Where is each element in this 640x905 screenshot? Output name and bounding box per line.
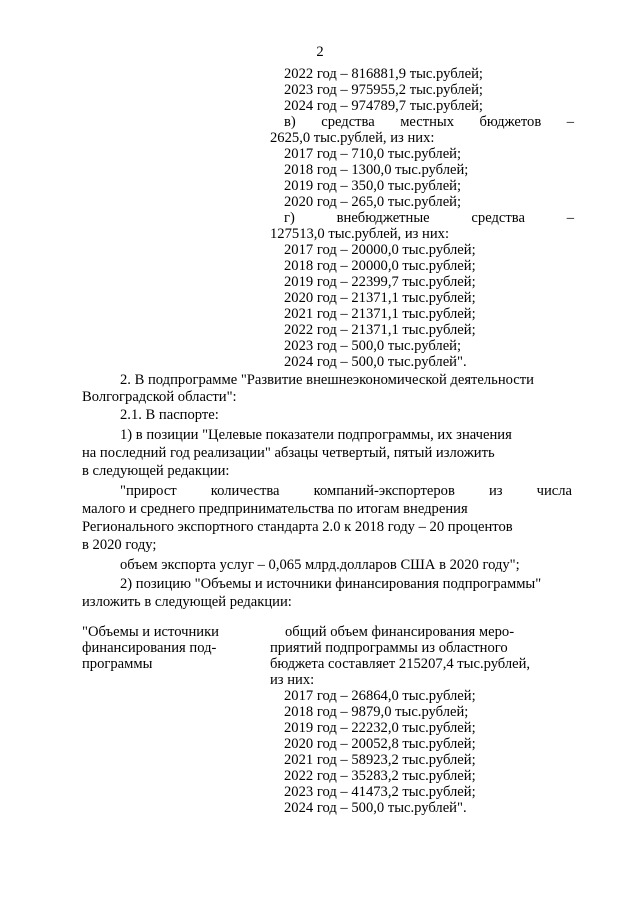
table-right-cell: бюджета составляет 215207,4 тыс.рублей,: [270, 656, 531, 672]
paragraph: Волгоградской области":: [82, 389, 237, 405]
funding-line: 2022 год – 21371,1 тыс.рублей;: [284, 322, 476, 338]
paragraph: Регионального экспортного стандарта 2.0 к 2018 году – 20 процентов: [82, 519, 513, 535]
table-left-cell: "Объемы и источники: [82, 624, 219, 640]
extra-budget-total: 127513,0 тыс.рублей, из них:: [270, 226, 450, 242]
funding-line: 2018 год – 20000,0 тыс.рублей;: [284, 258, 476, 274]
funding-line: 2023 год – 500,0 тыс.рублей;: [284, 338, 462, 354]
paragraph: 1) в позиции "Целевые показатели подпрограммы, их значения: [120, 427, 512, 443]
quoted-indicator: [120, 483, 572, 499]
quote-word: из: [488, 483, 503, 499]
extra-word: средства: [471, 210, 525, 226]
local-word: средства: [321, 114, 375, 130]
paragraph: на последний год реализации" абзацы четвертый, пятый изложить: [82, 445, 495, 461]
local-word: в): [284, 114, 296, 130]
table-right-cell: общий объем финансирования меро-: [285, 624, 515, 640]
funding-line: 2022 год – 816881,9 тыс.рублей;: [284, 66, 483, 82]
paragraph: 2) позицию "Объемы и источники финансирования подпрограммы": [120, 576, 542, 592]
table-left-cell: финансирования под-: [82, 640, 217, 656]
funding-line: 2020 год – 20052,8 тыс.рублей;: [284, 736, 476, 752]
quote-word: "прирост: [120, 483, 177, 499]
paragraph: объем экспорта услуг – 0,065 млрд.долларов США в 2020 году";: [120, 557, 520, 573]
funding-line: 2023 год – 41473,2 тыс.рублей;: [284, 784, 476, 800]
local-budgets-total: 2625,0 тыс.рублей, из них:: [270, 130, 435, 146]
local-word: бюджетов: [479, 114, 542, 130]
funding-line: 2024 год – 500,0 тыс.рублей".: [284, 800, 467, 816]
paragraph: в следующей редакции:: [82, 463, 230, 479]
funding-line: 2021 год – 58923,2 тыс.рублей;: [284, 752, 476, 768]
funding-line: 2021 год – 21371,1 тыс.рублей;: [284, 306, 476, 322]
paragraph: изложить в следующей редакции:: [82, 594, 292, 610]
funding-line: 2017 год – 710,0 тыс.рублей;: [284, 146, 462, 162]
funding-line: 2022 год – 35283,2 тыс.рублей;: [284, 768, 476, 784]
funding-line: 2024 год – 974789,7 тыс.рублей;: [284, 98, 483, 114]
funding-line: 2019 год – 22232,0 тыс.рублей;: [284, 720, 476, 736]
local-word: местных: [400, 114, 455, 130]
table-left-cell: программы: [82, 656, 153, 672]
paragraph: в 2020 году;: [82, 537, 157, 553]
extra-word: внебюджетные: [336, 210, 430, 226]
paragraph: малого и среднего предпринимательства по итогам внедрения: [82, 501, 468, 517]
quote-word: числа: [536, 483, 572, 499]
funding-line: 2019 год – 22399,7 тыс.рублей;: [284, 274, 476, 290]
funding-line: 2020 год – 265,0 тыс.рублей;: [284, 194, 462, 210]
table-right-cell: из них:: [270, 672, 315, 688]
funding-line: 2018 год – 1300,0 тыс.рублей;: [284, 162, 469, 178]
table-right-cell: приятий подпрограммы из областного: [270, 640, 508, 656]
extra-word: г): [284, 210, 295, 226]
quote-word: количества: [210, 483, 280, 499]
funding-line: 2018 год – 9879,0 тыс.рублей;: [284, 704, 469, 720]
funding-line: 2020 год – 21371,1 тыс.рублей;: [284, 290, 476, 306]
local-word: –: [566, 114, 574, 130]
funding-line: 2019 год – 350,0 тыс.рублей;: [284, 178, 462, 194]
funding-line: 2017 год – 20000,0 тыс.рублей;: [284, 242, 476, 258]
extra-word: –: [566, 210, 574, 226]
local-budgets-heading: [284, 114, 574, 130]
funding-line: 2024 год – 500,0 тыс.рублей".: [284, 354, 467, 370]
funding-line: 2017 год – 26864,0 тыс.рублей;: [284, 688, 476, 704]
page-number: 2: [316, 44, 324, 60]
paragraph: 2.1. В паспорте:: [120, 407, 219, 423]
funding-line: 2023 год – 975955,2 тыс.рублей;: [284, 82, 483, 98]
extra-budget-heading: [284, 210, 574, 226]
quote-word: компаний-экспортеров: [313, 483, 455, 499]
paragraph: 2. В подпрограмме "Развитие внешнеэкономической деятельности: [120, 372, 534, 388]
